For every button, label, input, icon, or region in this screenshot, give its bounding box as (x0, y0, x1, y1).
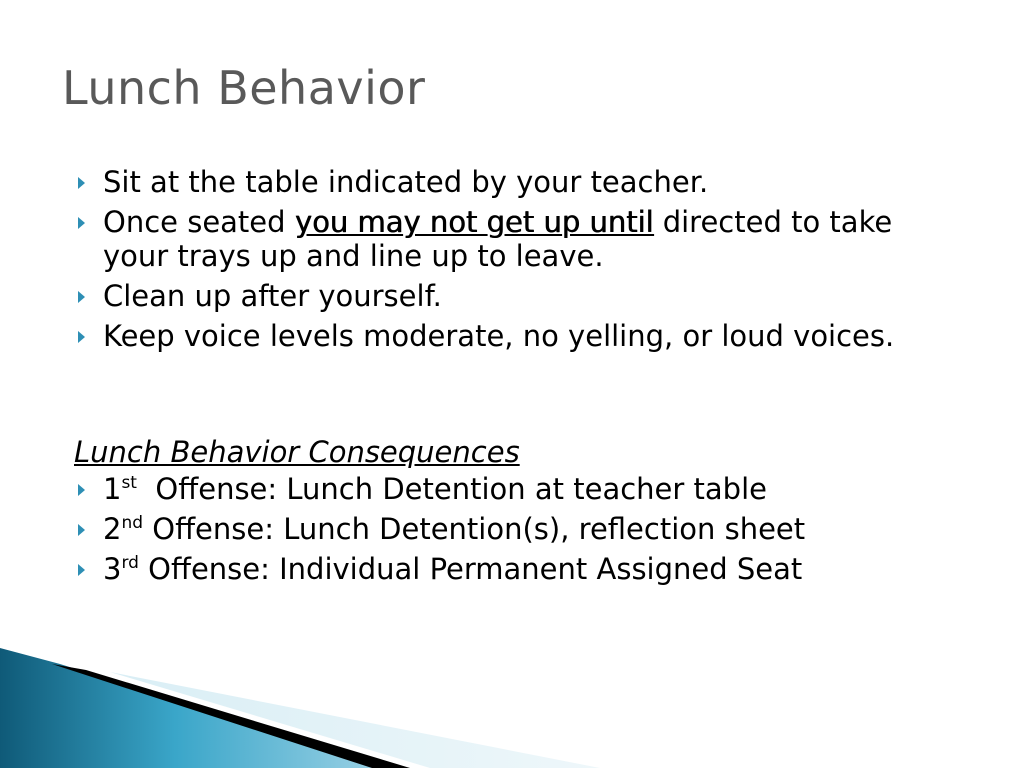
offense-number: 3 (103, 552, 122, 586)
list-item (74, 319, 964, 353)
rule-text: Clean up after yourself. (103, 279, 442, 313)
list-item (74, 472, 964, 506)
list-item (74, 552, 964, 586)
offense-text: Offense: Individual Permanent Assigned Seat (138, 552, 803, 586)
rule-text: Sit at the table indicated by your teacher. (103, 165, 709, 199)
rule-text: Keep voice levels moderate, no yelling, or loud voices. (103, 319, 895, 353)
list-item (74, 165, 964, 199)
rule-text-before: Once seated (103, 205, 295, 239)
list-item (74, 512, 964, 546)
offense-number: 1 (103, 472, 122, 506)
bullet-arrow-icon (78, 291, 85, 303)
bullet-arrow-icon (78, 217, 85, 229)
offense-number: 2 (103, 512, 122, 546)
rule-text-after: directed to take your trays up and line up to leave. (103, 205, 893, 273)
offense-text: Offense: Lunch Detention at teacher table (136, 472, 767, 506)
list-item (74, 205, 964, 273)
bullet-arrow-icon (78, 484, 85, 496)
consequences-heading: Lunch Behavior Consequences (74, 435, 520, 469)
bullet-arrow-icon (78, 177, 85, 189)
spacer (74, 359, 964, 435)
consequences-list (74, 472, 964, 586)
bullet-arrow-icon (78, 331, 85, 343)
slide-body (74, 165, 964, 592)
slide-title: Lunch Behavior (62, 61, 426, 115)
offense-text: Offense: Lunch Detention(s), reflection sheet (143, 512, 806, 546)
list-item (74, 279, 964, 313)
bullet-arrow-icon (78, 564, 85, 576)
ordinal-suffix: nd (121, 513, 144, 533)
ordinal-suffix: st (121, 473, 137, 493)
rule-emphasis: you may not get up until (294, 205, 654, 239)
ordinal-suffix: rd (121, 553, 139, 573)
bullet-arrow-icon (78, 524, 85, 536)
rules-list (74, 165, 964, 353)
